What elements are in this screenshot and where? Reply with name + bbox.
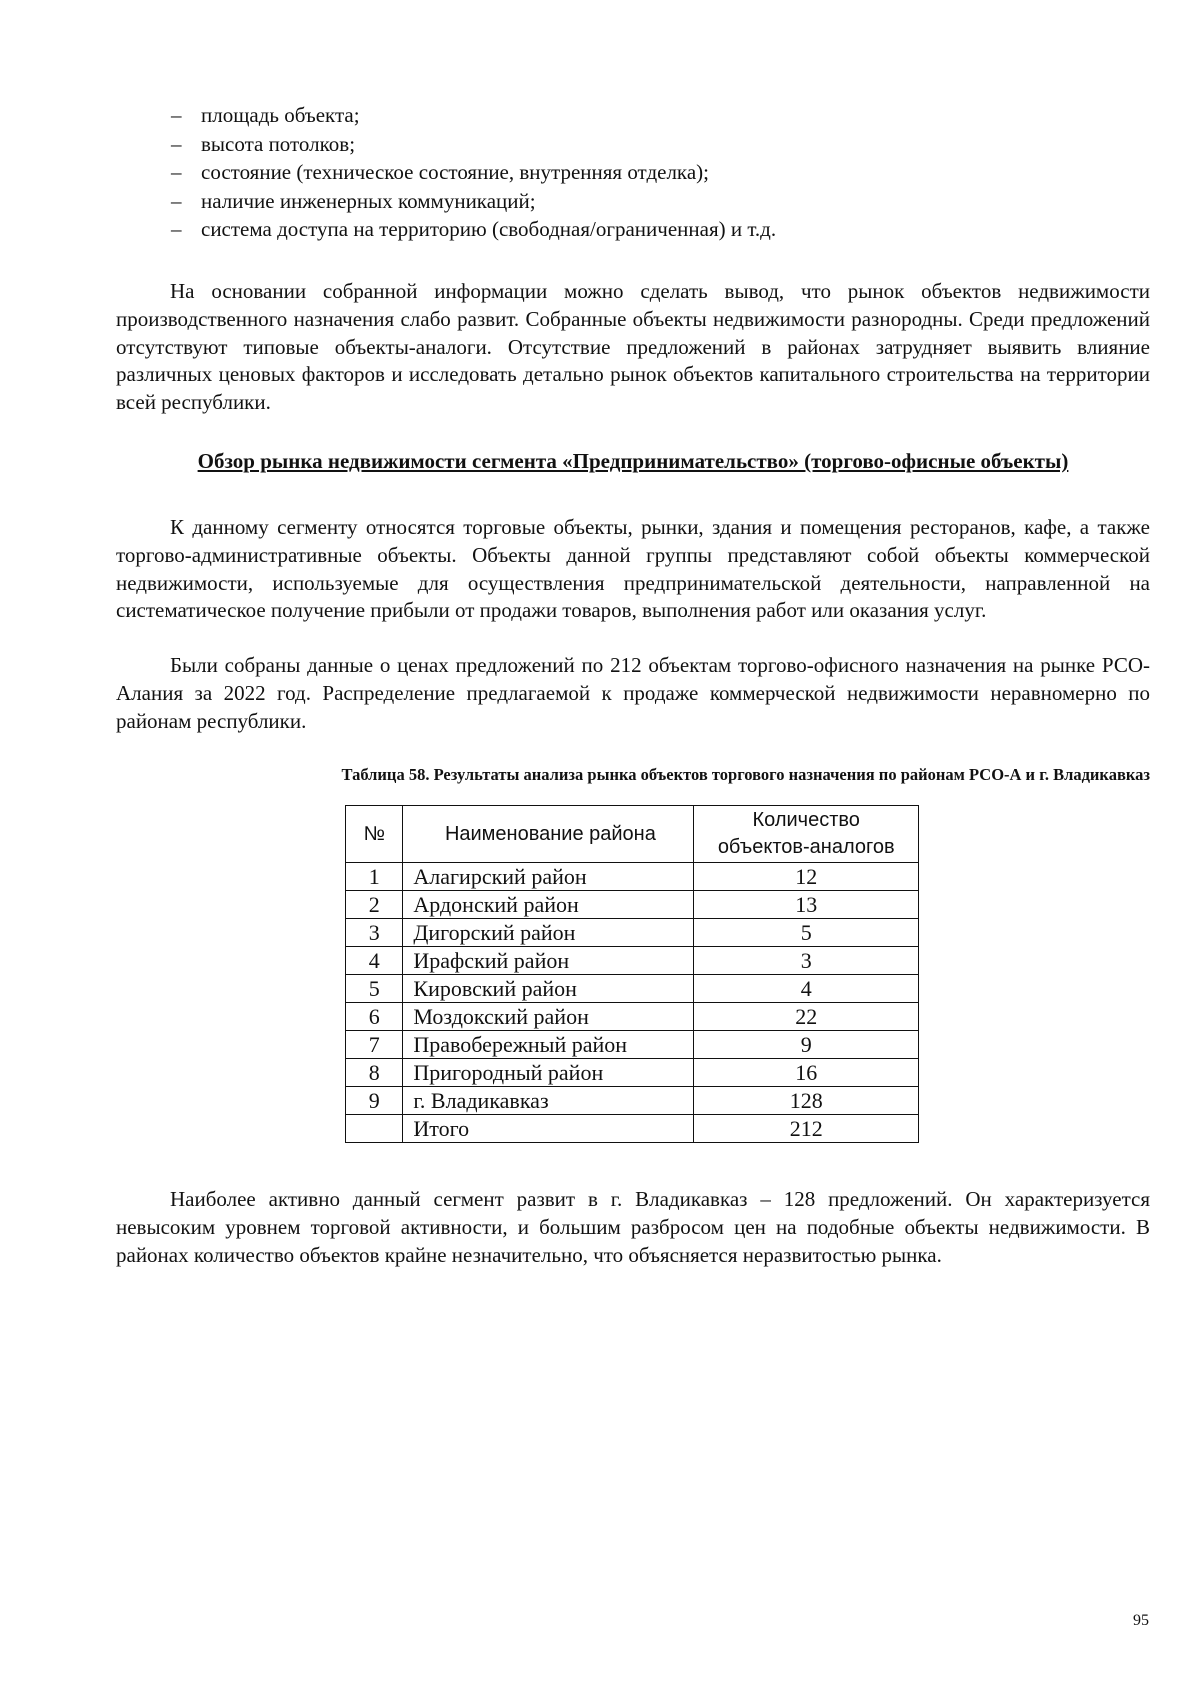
table-row <box>346 863 919 891</box>
page-number: 95 <box>1133 1612 1149 1629</box>
cell-total-count: 212 <box>694 1115 919 1143</box>
list-item-text: площадь объекта; <box>201 103 360 127</box>
cell-district: Моздокский район <box>403 1003 694 1031</box>
cell-district: Алагирский район <box>403 863 694 891</box>
paragraph-conclusion-industrial: На основании собранной информации можно сделать вывод, что рынок объектов недвижимости производственного назначения слабо развит. Собранные объекты недвижимости разнородны. Среди предложений отсутствуют типовые объекты-аналоги. Отсутствие предложений в районах затрудняет выявить влияние различных ценовых факторов и исследовать детально рынок объектов капитального строительства на территории всей республики. <box>116 279 1150 415</box>
district-market-table <box>345 805 919 1143</box>
cell-count: 16 <box>694 1059 919 1087</box>
table-caption: Таблица 58. Результаты анализа рынка объектов торгового назначения по районам РСО-А и г. Владикавказ <box>341 765 1150 784</box>
header-count <box>694 806 919 863</box>
cell-district: Ардонский район <box>403 891 694 919</box>
cell-count: 5 <box>694 919 919 947</box>
cell-count: 3 <box>694 947 919 975</box>
cell-count: 22 <box>694 1003 919 1031</box>
list-item <box>171 187 1071 216</box>
cell-total-label: Итого <box>403 1115 694 1143</box>
cell-district: г. Владикавказ <box>403 1087 694 1115</box>
cell-district: Правобережный район <box>403 1031 694 1059</box>
cell-num: 5 <box>346 975 403 1003</box>
table-total-row <box>346 1115 919 1143</box>
section-heading: Обзор рынка недвижимости сегмента «Предпринимательство» (торгово-офисные объекты) <box>197 449 1069 473</box>
bullet-dash: – <box>171 188 182 213</box>
cell-num: 9 <box>346 1087 403 1115</box>
list-item-text: система доступа на территорию (свободная/ограниченная) и т.д. <box>201 217 777 241</box>
paragraph-segment-description: К данному сегменту относятся торговые объекты, рынки, здания и помещения ресторанов, кафе, а также торгово-административные объекты. Объекты данной группы представляют собой объекты коммерческой недвижимости, используемые для осуществления предпринимательской деятельности, направленной на систематическое получение прибыли от продажи товаров, выполнения работ или оказания услуг. <box>116 515 1150 623</box>
cell-count: 128 <box>694 1087 919 1115</box>
paragraph-vladikavkaz-summary: Наиболее активно данный сегмент развит в г. Владикавказ – 128 предложений. Он характеризуется невысоким уровнем торговой активности, и большим разбросом цен на подобные объекты недвижимости. В районах количество объектов крайне незначительно, что объясняется неразвитостью рынка. <box>116 1187 1150 1267</box>
cell-count: 13 <box>694 891 919 919</box>
header-count-line2: объектов-аналогов <box>717 836 895 858</box>
list-item <box>171 215 1071 244</box>
list-item-text: наличие инженерных коммуникаций; <box>201 188 536 213</box>
table-row <box>346 1059 919 1087</box>
cell-district: Пригородный район <box>403 1059 694 1087</box>
table-row <box>346 919 919 947</box>
criteria-list <box>171 101 1071 244</box>
cell-num: 7 <box>346 1031 403 1059</box>
cell-num <box>346 1115 403 1143</box>
cell-district: Кировский район <box>403 975 694 1003</box>
list-item <box>171 101 1071 130</box>
header-count-line1: Количество <box>752 809 860 831</box>
cell-num: 3 <box>346 919 403 947</box>
table-header-row <box>346 806 919 863</box>
cell-num: 2 <box>346 891 403 919</box>
cell-num: 4 <box>346 947 403 975</box>
table-row <box>346 947 919 975</box>
table-row <box>346 975 919 1003</box>
bullet-dash: – <box>171 160 182 184</box>
cell-district: Ирафский район <box>403 947 694 975</box>
table-row <box>346 891 919 919</box>
list-item-text: состояние (техническое состояние, внутренняя отделка); <box>201 160 709 184</box>
list-item-text: высота потолков; <box>201 131 356 156</box>
list-item <box>171 130 1071 159</box>
bullet-dash: – <box>171 103 182 127</box>
table-row <box>346 1031 919 1059</box>
cell-num: 6 <box>346 1003 403 1031</box>
header-district-name: Наименование района <box>403 806 694 863</box>
list-item <box>171 158 1071 187</box>
table-row <box>346 1087 919 1115</box>
cell-count: 12 <box>694 863 919 891</box>
cell-num: 8 <box>346 1059 403 1087</box>
table-row <box>346 1003 919 1031</box>
bullet-dash: – <box>171 217 182 241</box>
cell-count: 9 <box>694 1031 919 1059</box>
bullet-dash: – <box>171 131 182 156</box>
cell-num: 1 <box>346 863 403 891</box>
paragraph-data-collection: Были собраны данные о ценах предложений по 212 объектам торгово-офисного назначения на рынке РСО-Алания за 2022 год. Распределение предлагаемой к продаже коммерческой недвижимости неравномерно по районам республики. <box>116 653 1150 733</box>
cell-count: 4 <box>694 975 919 1003</box>
header-num: № <box>346 806 403 863</box>
cell-district: Дигорский район <box>403 919 694 947</box>
